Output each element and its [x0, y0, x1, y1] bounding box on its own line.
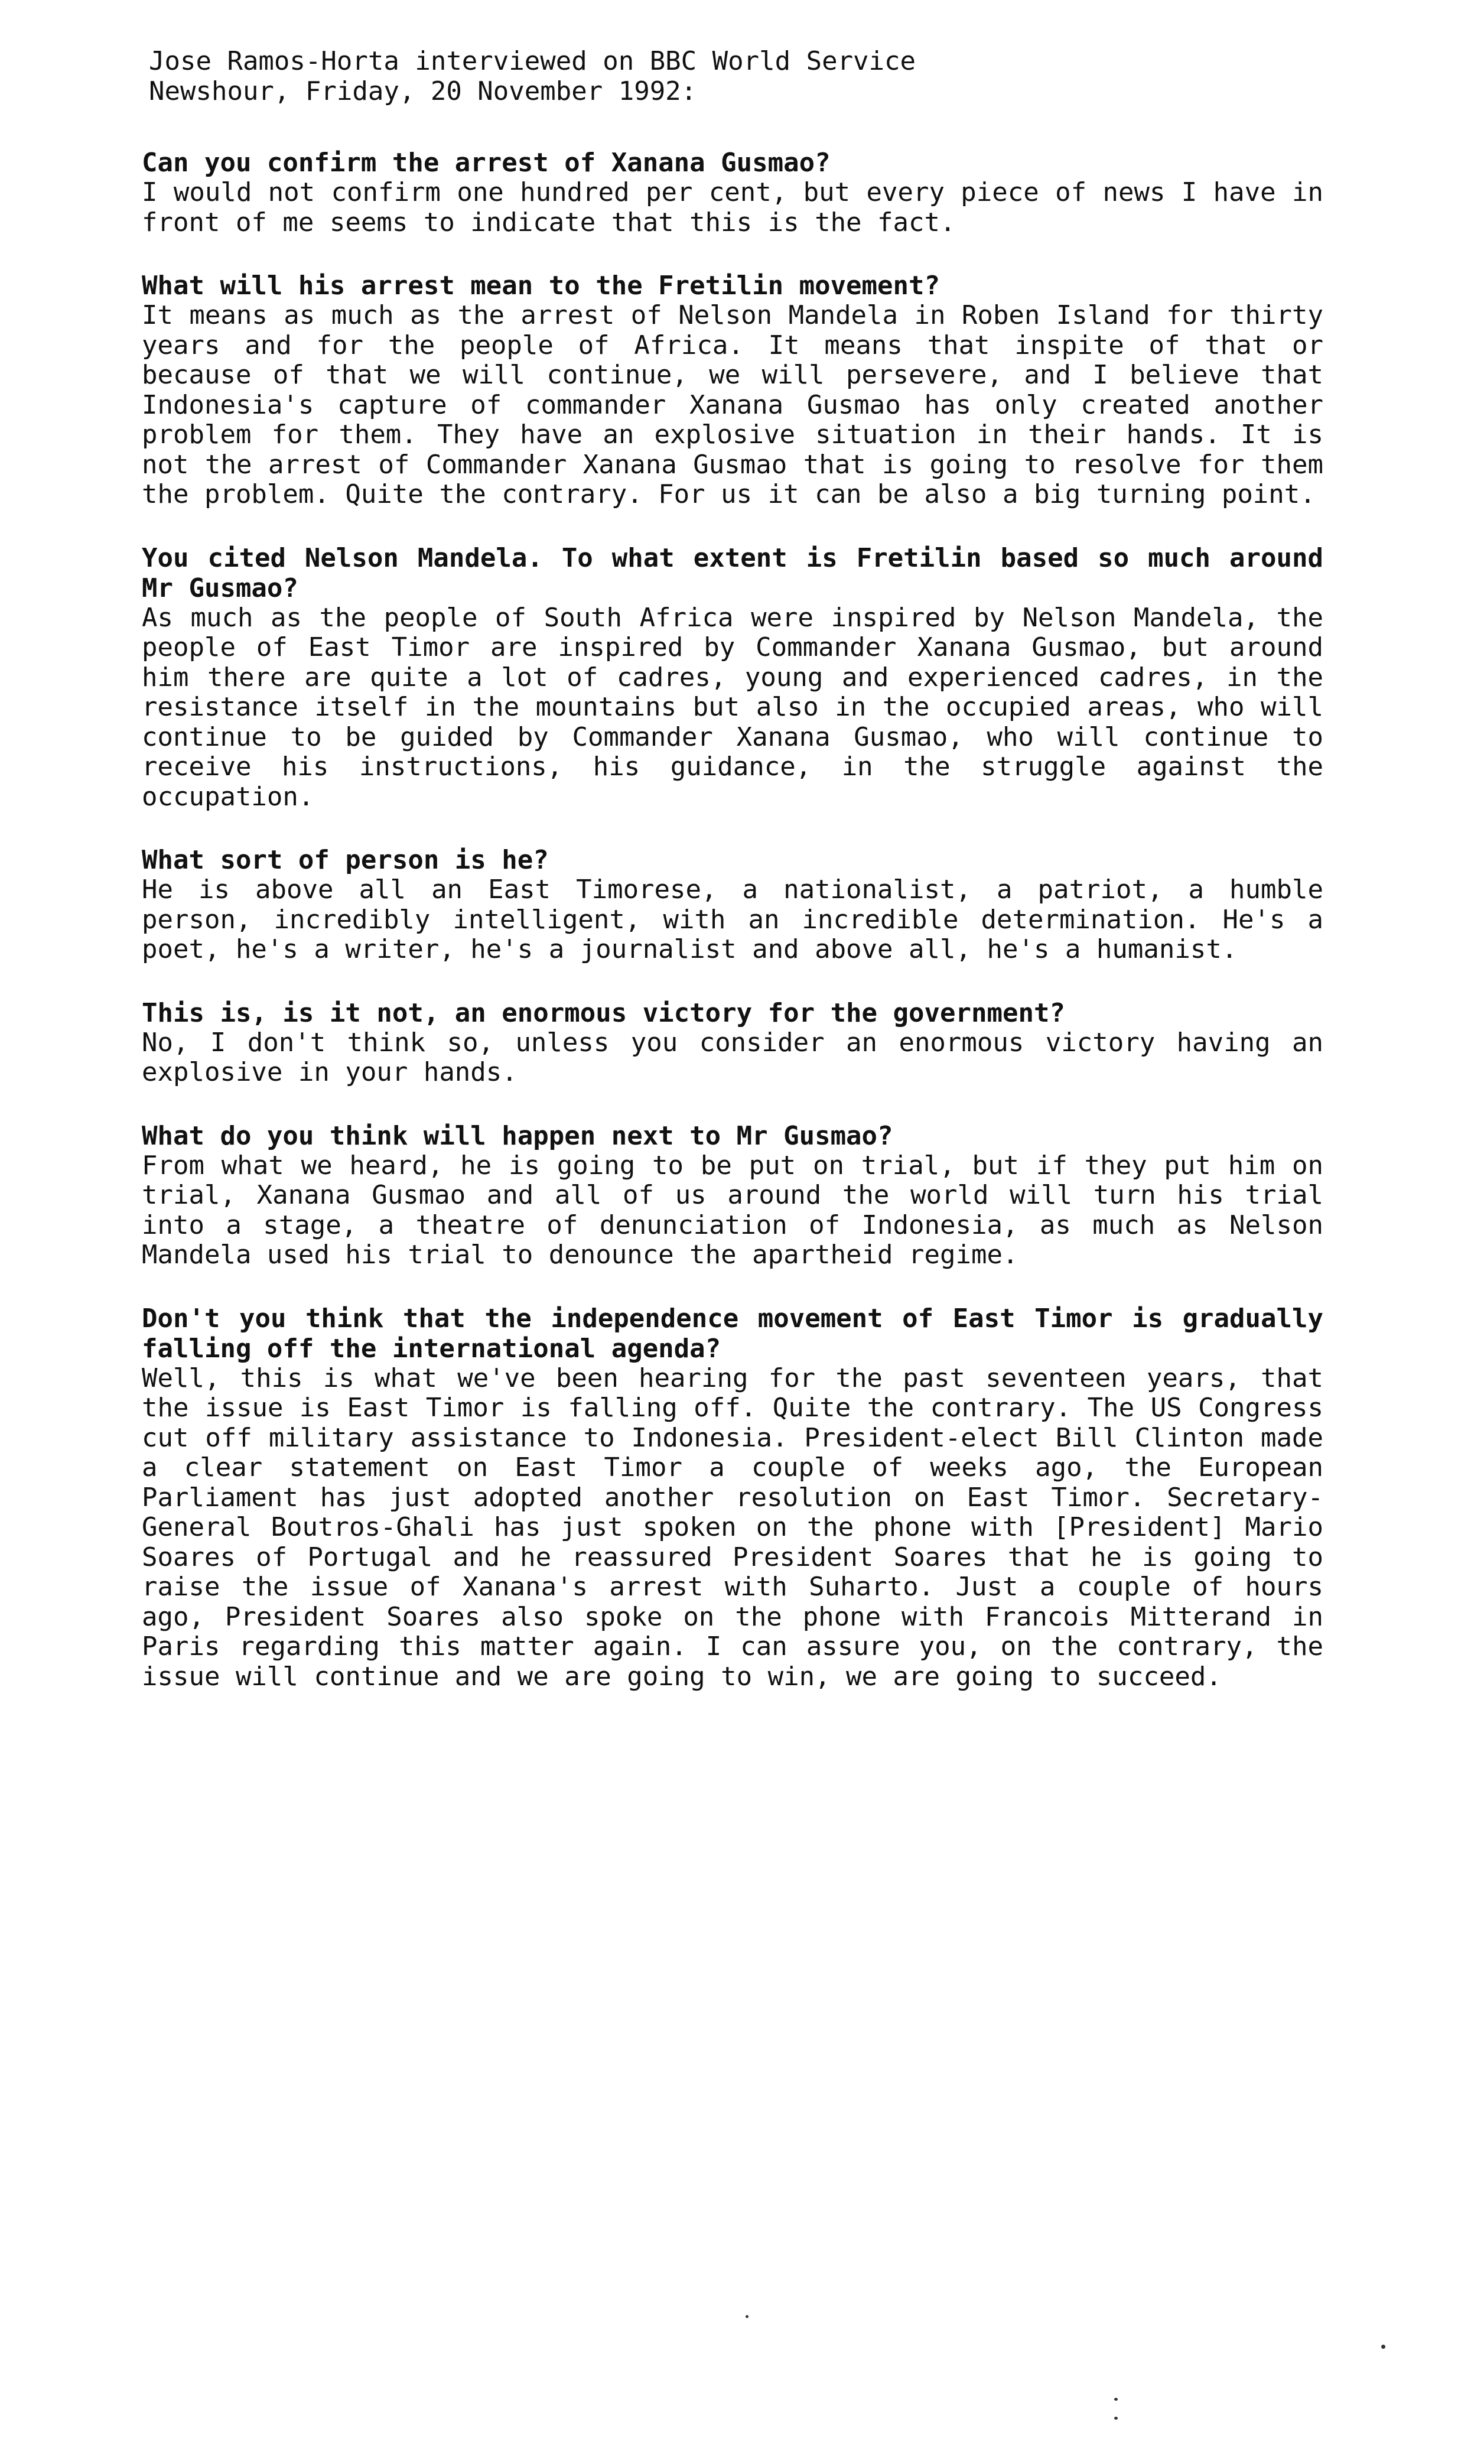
scan-speck [1114, 2417, 1118, 2420]
qa-block-2 [142, 271, 1323, 510]
answer-2: It means as much as the arrest of Nelson Mandela in Roben Island for thirty years and for the people of Africa. It means that inspite of that or because of that we will continue, we will persevere, and I believe that Indonesia's capture of commander Xanana Gusmao has only created another problem for them. They have an explosive situation in their hands. It is not the arrest of Commander Xanana Gusmao that is going to resolve for them the problem. Quite the contrary. For us it can be also a big turning point. [142, 300, 1323, 509]
qa-block-7 [142, 1303, 1323, 1692]
answer-1: I would not confirm one hundred per cent, but every piece of news I have in front of me seems to indicate that this is the fact. [142, 177, 1323, 238]
question-1: Can you confirm the arrest of Xanana Gusmao? [142, 148, 831, 178]
transcript-column [142, 46, 1323, 1725]
answer-7: Well, this is what we've been hearing for the past seventeen years, that the issue is East Timor is falling off. Quite the contrary. The US Congress cut off military assistance to Indonesia. President-elect Bill Clinton made a clear statement on East Timor a couple of weeks ago, the European Parliament has just adopted another resolution on East Timor. Secretary-General Boutros-Ghali has just spoken on the phone with [President] Mario Soares of Portugal and he reassured President Soares that he is going to raise the issue of Xanana's arrest with Suharto. Just a couple of hours ago, President Soares also spoke on the phone with Francois Mitterand in Paris regarding this matter again. I can assure you, on the contrary, the issue will continue and we are going to win, we are going to succeed. [142, 1363, 1323, 1692]
qa-block-5 [142, 998, 1323, 1088]
scan-speck [1381, 2345, 1385, 2349]
question-2: What will his arrest mean to the Fretilin movement? [142, 271, 940, 301]
question-5: This is, is it not, an enormous victory for the government? [142, 997, 1065, 1028]
document-header [142, 46, 1323, 106]
qa-block-4 [142, 845, 1323, 965]
scan-speck [1114, 2398, 1118, 2401]
question-7: Don't you think that the independence movement of East Timor is gradually falling off the international agenda? [142, 1303, 1323, 1364]
qa-block-3 [142, 543, 1323, 812]
answer-4: He is above all an East Timorese, a nationalist, a patriot, a humble person, incredibly intelligent, with an incredible determination. He's a poet, he's a writer, he's a journalist and above all, he's a humanist. [142, 875, 1323, 964]
qa-block-1 [142, 148, 1323, 238]
header-line-2: Newshour, Friday, 20 November 1992: [149, 76, 697, 106]
answer-6: From what we heard, he is going to be put on trial, but if they put him on trial, Xanana Gusmao and all of us around the world will turn his trial into a stage, a theatre of denunciation of Indonesia, as much as Nelson Mandela used his trial to denounce the apartheid regime. [142, 1150, 1323, 1270]
scan-speck [746, 2315, 748, 2318]
answer-3: As much as the people of South Africa were inspired by Nelson Mandela, the people of East Timor are inspired by Commander Xanana Gusmao, but around him there are quite a lot of cadres, young and experienced cadres, in the resistance itself in the mountains but also in the occupied areas, who will continue to be guided by Commander Xanana Gusmao, who will continue to receive his instructions, his guidance, in the struggle against the occupation. [142, 602, 1323, 812]
question-6: What do you think will happen next to Mr Gusmao? [142, 1120, 893, 1151]
header-line-1: Jose Ramos-Horta interviewed on BBC World Service [149, 46, 916, 76]
answer-5: No, I don't think so, unless you consider an enormous victory having an explosive in your hands. [142, 1027, 1323, 1087]
qa-block-6 [142, 1121, 1323, 1270]
question-4: What sort of person is he? [142, 845, 549, 875]
question-3: You cited Nelson Mandela. To what extent is Fretilin based so much around Mr Gusmao? [142, 542, 1323, 603]
